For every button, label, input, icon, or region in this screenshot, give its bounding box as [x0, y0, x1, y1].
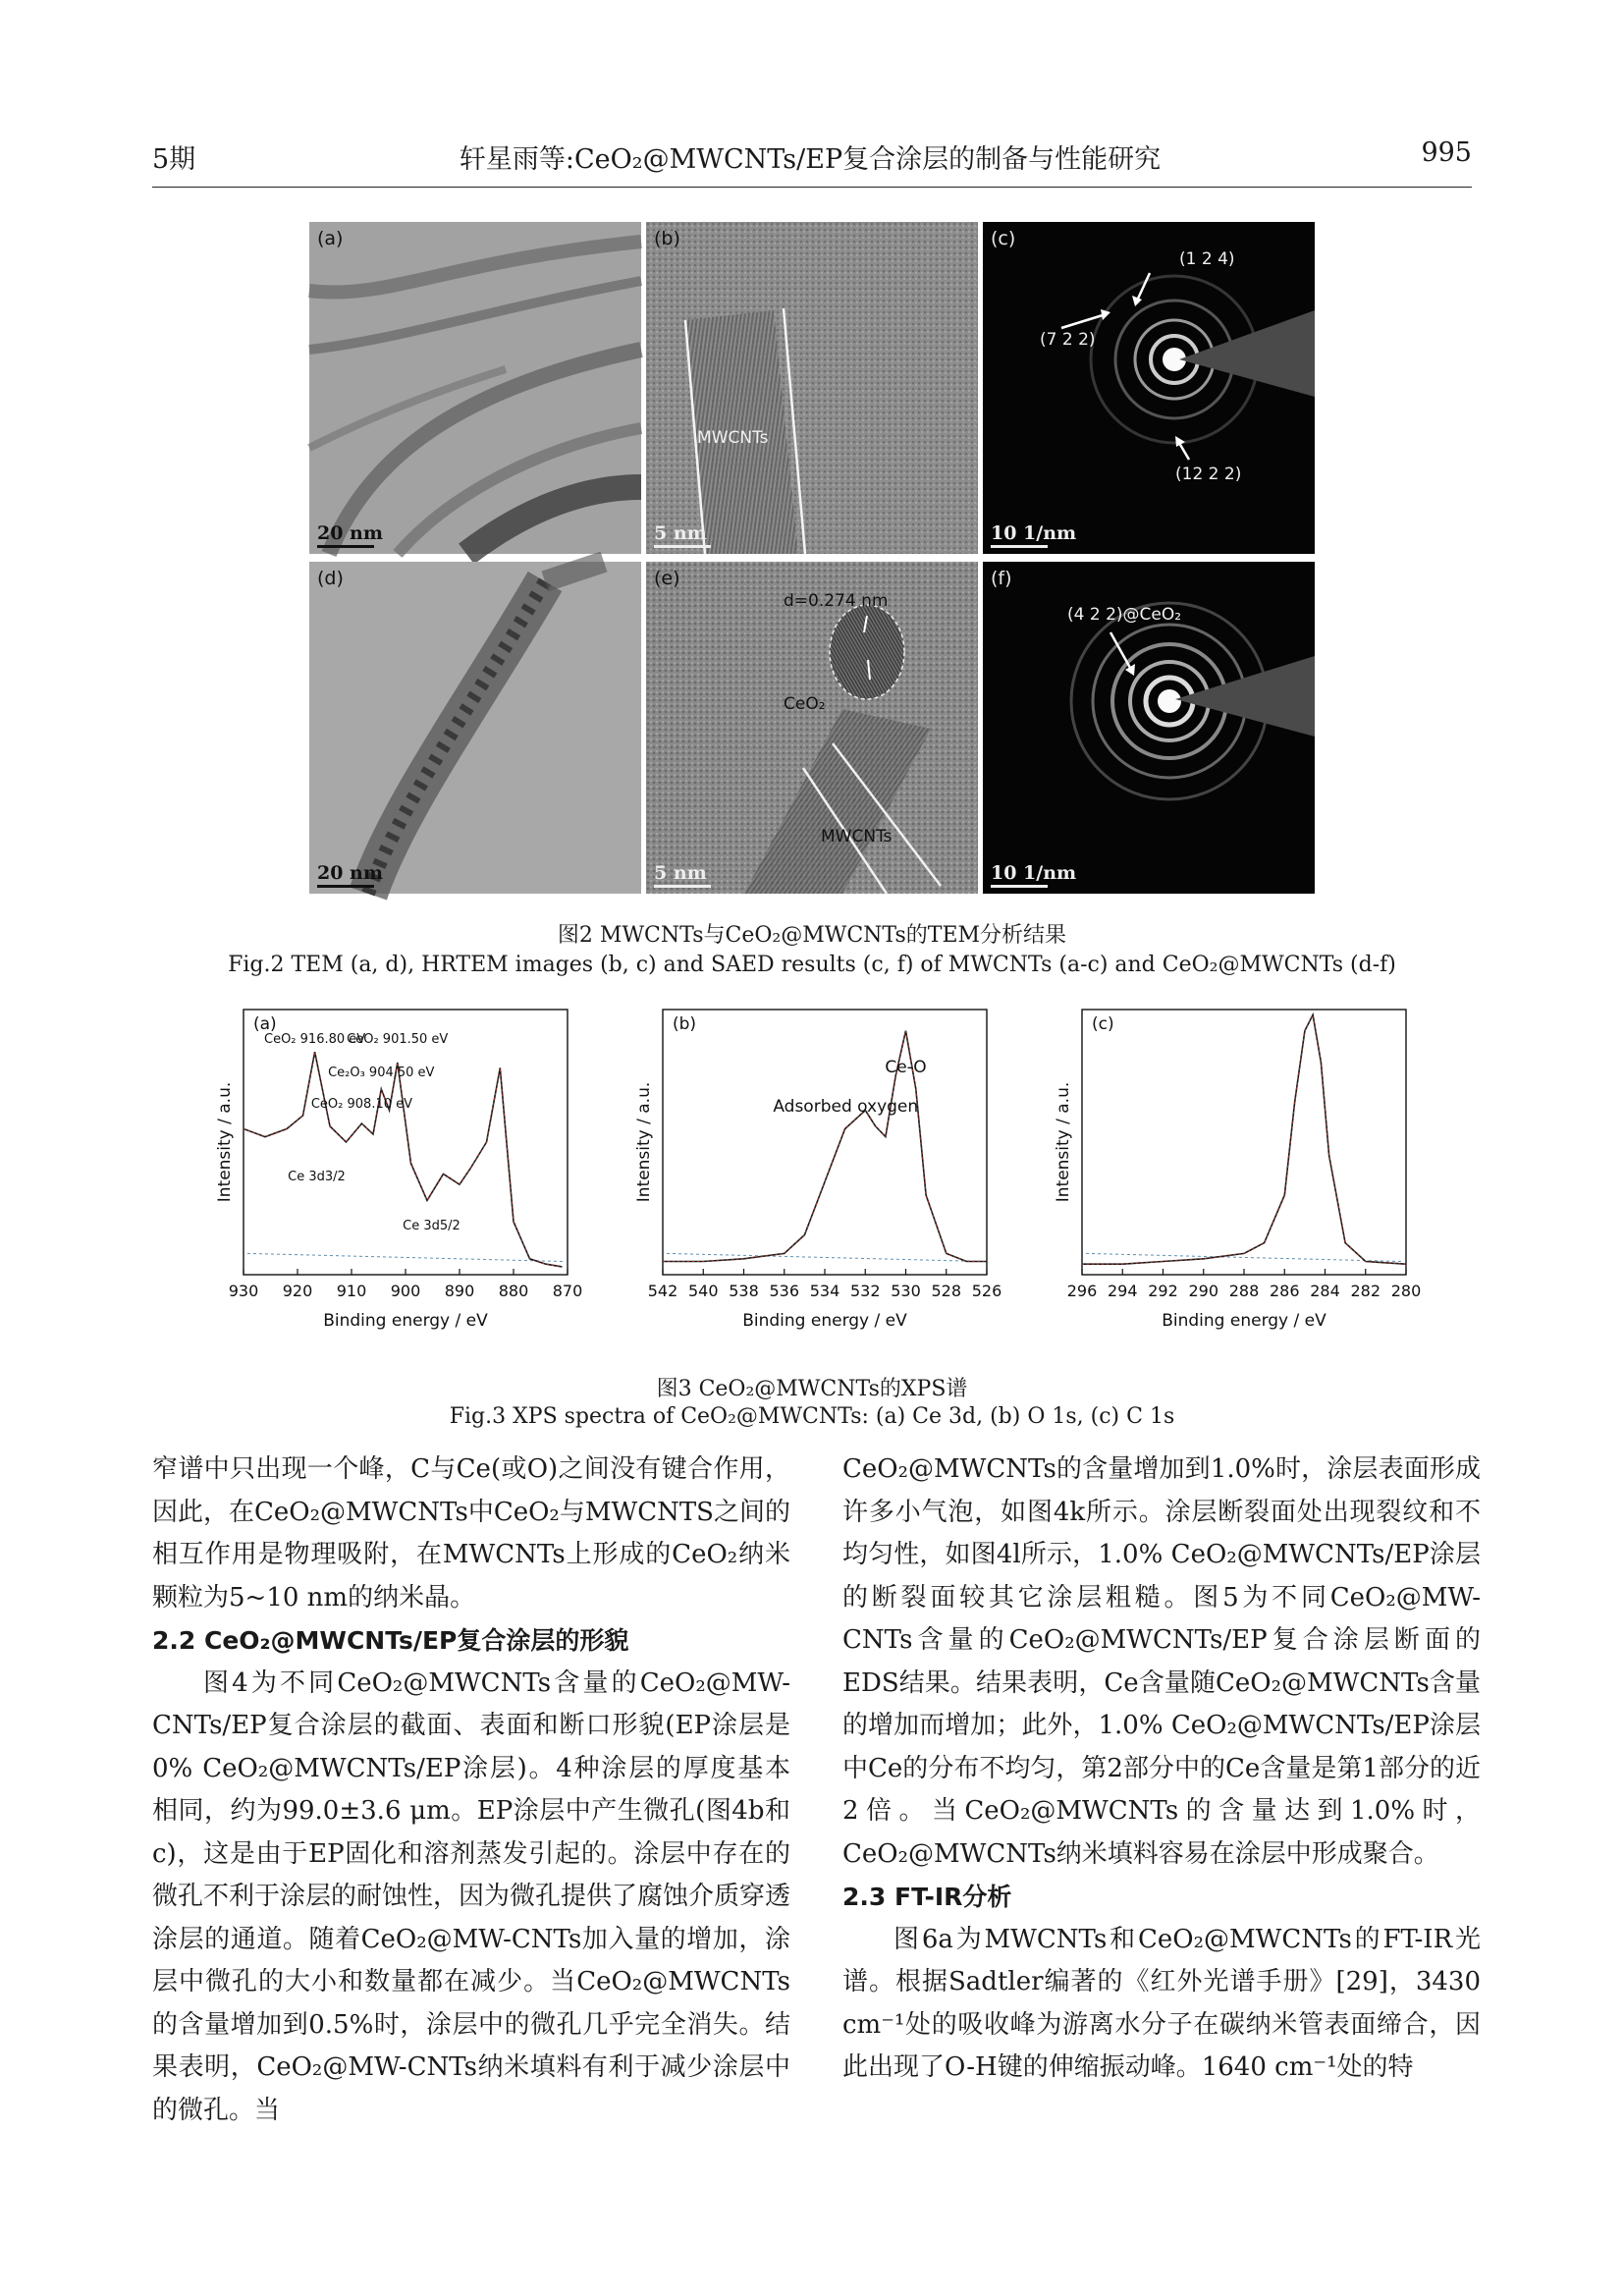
- fig2-panel-e: [646, 562, 978, 894]
- fig2-caption-cn: 图2 MWCNTs与CeO₂@MWCNTs的TEM分析结果: [557, 923, 1067, 948]
- series-line: [663, 1031, 987, 1262]
- plot-frame: [663, 1010, 987, 1275]
- body-column-left: [152, 1449, 790, 2132]
- fig2-scale-a: 20 nm: [317, 522, 383, 544]
- fig2-scale-f: 10 1/nm: [991, 862, 1077, 884]
- x-tick-label: 296: [1066, 1282, 1098, 1300]
- fig2-ring-422: (4 2 2)@CeO₂: [1067, 605, 1182, 625]
- y-axis-label: Intensity / a.u.: [1054, 1081, 1073, 1203]
- x-tick-label: 280: [1390, 1282, 1422, 1300]
- running-title: 轩星雨等:CeO₂@MWCNTs/EP复合涂层的制备与性能研究: [459, 144, 1162, 175]
- peak-annotation: Ce 3d3/2: [288, 1170, 346, 1184]
- fig2-image-grid: [309, 222, 1315, 894]
- x-tick-label: 292: [1148, 1282, 1178, 1300]
- fig2-label-c: (c): [991, 228, 1016, 249]
- fig2-panel-a: [309, 222, 641, 554]
- x-tick-label: 534: [809, 1282, 840, 1300]
- x-tick-label: 870: [552, 1282, 583, 1300]
- fig2-lattice-spacing: d=0.274 nm: [784, 591, 889, 611]
- issue-number: 5期: [152, 144, 196, 175]
- peak-annotation: CeO₂ 908.10 eV: [310, 1097, 413, 1112]
- fig2-annotation-mwcnts-b: MWCNTs: [697, 428, 769, 448]
- fig2-label-e: (e): [654, 568, 680, 589]
- body-column-right: [842, 1449, 1481, 2090]
- fig2-label-f: (f): [991, 568, 1012, 589]
- peak-annotation: Adsorbed oxygen: [773, 1097, 919, 1117]
- fig2-ring-1222: (12 2 2): [1175, 465, 1242, 484]
- x-tick-label: 890: [444, 1282, 475, 1300]
- peak-annotation: CeO₂ 916.80 eV: [264, 1032, 366, 1047]
- paragraph: 窄谱中只出现一个峰，C与Ce(或O)之间没有键合作用，因此，在CeO₂@MWCNTs中CeO₂与MWCNTS之间的相互作用是物理吸附，在MWCNTs上形成的CeO₂纳米颗粒为5~10 nm的纳米晶。: [152, 1454, 790, 1613]
- fig3-caption-en: Fig.3 XPS spectra of CeO₂@MWCNTs: (a) Ce 3d, (b) O 1s, (c) C 1s: [449, 1404, 1175, 1429]
- fig2-ring-124: (1 2 4): [1179, 249, 1235, 269]
- x-tick-label: 930: [228, 1282, 259, 1300]
- fig2-label-a: (a): [317, 228, 344, 249]
- fig2-scale-d: 20 nm: [317, 862, 383, 884]
- baseline-fit: [1086, 1253, 1402, 1261]
- x-tick-label: 286: [1269, 1282, 1300, 1300]
- fig2-annotation-mwcnts-e: MWCNTs: [821, 827, 893, 847]
- section-heading-2-2: 2.2 CeO₂@MWCNTs/EP复合涂层的形貌: [152, 1626, 629, 1655]
- peak-annotation: Ce 3d5/2: [403, 1219, 460, 1233]
- peak-annotation: Ce₂O₃ 904.50 eV: [328, 1066, 435, 1080]
- plot-frame: [1082, 1010, 1406, 1275]
- x-tick-label: 294: [1107, 1282, 1138, 1300]
- x-tick-label: 284: [1310, 1282, 1340, 1300]
- fig2-label-d: (d): [317, 568, 344, 589]
- peak-annotation: Ce-O: [885, 1058, 927, 1077]
- x-tick-label: 530: [891, 1282, 921, 1300]
- header-rule: [152, 187, 1472, 188]
- panel-label: (a): [253, 1014, 277, 1034]
- fig2-panel-f: [983, 562, 1315, 894]
- fitted-envelope: [1082, 1014, 1406, 1264]
- y-axis-label: Intensity / a.u.: [215, 1081, 235, 1203]
- fig3-chart-a: [196, 1002, 583, 1340]
- page-number: 995: [1421, 137, 1472, 168]
- x-tick-label: 290: [1188, 1282, 1219, 1300]
- fig2-scale-e: 5 nm: [654, 862, 707, 884]
- paragraph: CeO₂@MWCNTs的含量增加到1.0%时，涂层表面形成许多小气泡，如图4k所示。涂层断裂面处出现裂纹和不均匀性，如图4l所示，1.0% CeO₂@MWCNTs/EP涂层的断裂面较其它涂层粗糙。图5为不同CeO₂@MW-CNTs含量的CeO₂@MWCNTs/EP复合涂层断面的EDS结果。结果表明，Ce含量随CeO₂@MWCNTs含量的增加而增加；此外，1.0% CeO₂@MWCNTs/EP涂层中Ce的分布不均匀，第2部分中的Ce含量是第1部分的近2倍。当CeO₂@MWCNTs的含量达到1.0%时，CeO₂@MWCNTs纳米填料容易在涂层中形成聚合。: [842, 1454, 1481, 1869]
- y-axis-label: Intensity / a.u.: [634, 1081, 654, 1203]
- fig3-chart-c: [1035, 1002, 1422, 1340]
- x-tick-label: 910: [336, 1282, 367, 1300]
- x-tick-label: 536: [769, 1282, 800, 1300]
- fig2-scale-b: 5 nm: [654, 522, 707, 544]
- fig3-chart-b: [616, 1002, 1002, 1340]
- x-tick-label: 900: [390, 1282, 421, 1300]
- fig2-caption-en: Fig.2 TEM (a, d), HRTEM images (b, c) and SAED results (c, f) of MWCNTs (a-c) and CeO₂@MWCNTs (d-f): [228, 953, 1396, 977]
- fig2-ring-722: (7 2 2): [1040, 330, 1096, 350]
- fig3-caption-cn: 图3 CeO₂@MWCNTs的XPS谱: [656, 1377, 968, 1401]
- section-heading-2-3: 2.3 FT-IR分析: [842, 1883, 1012, 1911]
- x-tick-label: 282: [1350, 1282, 1381, 1300]
- series-line: [1082, 1014, 1406, 1264]
- panel-label: (b): [673, 1014, 697, 1034]
- x-tick-label: 528: [931, 1282, 962, 1300]
- fig2-label-b: (b): [654, 228, 680, 249]
- fig2-panel-b: [646, 222, 978, 554]
- x-tick-label: 532: [849, 1282, 881, 1300]
- x-tick-label: 540: [687, 1282, 719, 1300]
- x-tick-label: 920: [282, 1282, 313, 1300]
- x-axis-label: Binding energy / eV: [1162, 1311, 1326, 1331]
- fig2-ceo2-label: CeO₂: [784, 694, 826, 714]
- x-tick-label: 880: [498, 1282, 529, 1300]
- x-tick-label: 526: [971, 1282, 1002, 1300]
- paragraph: 图4为不同CeO₂@MWCNTs含量的CeO₂@MW-CNTs/EP复合涂层的截面、表面和断口形貌(EP涂层是0% CeO₂@MWCNTs/EP涂层)。4种涂层的厚度基本相同，约为99.0±3.6 μm。EP涂层中产生微孔(图4b和c)，这是由于EP固化和溶剂蒸发引起的。涂层中存在的微孔不利于涂层的耐蚀性，因为微孔提供了腐蚀介质穿透涂层的通道。随着CeO₂@MW-CNTs加入量的增加，涂层中微孔的大小和数量都在减少。当CeO₂@MWCNTs的含量增加到0.5%时，涂层中的微孔几乎完全消失。结果表明，CeO₂@MW-CNTs纳米填料有利于减少涂层中的微孔。当: [152, 1667, 791, 2125]
- fig2-scale-c: 10 1/nm: [991, 522, 1077, 544]
- fitted-envelope: [663, 1031, 987, 1262]
- fitted-envelope: [244, 1052, 563, 1267]
- series-line: [244, 1052, 563, 1267]
- fig2-panel-d: [309, 562, 641, 894]
- x-tick-label: 538: [729, 1282, 759, 1300]
- baseline-fit: [247, 1253, 564, 1261]
- x-tick-label: 542: [647, 1282, 678, 1300]
- x-axis-label: Binding energy / eV: [323, 1311, 488, 1331]
- panel-label: (c): [1092, 1014, 1114, 1034]
- x-axis-label: Binding energy / eV: [742, 1311, 907, 1331]
- x-tick-label: 288: [1228, 1282, 1260, 1300]
- peak-annotation: CeO₂ 901.50 eV: [347, 1032, 449, 1047]
- fig2-panel-c: [983, 222, 1315, 554]
- paragraph: 图6a为MWCNTs和CeO₂@MWCNTs的FT-IR光谱。根据Sadtler编著的《红外光谱手册》[29]，3430 cm⁻¹处的吸收峰为游离水分子在碳纳米管表面缔合，因此出现了O-H键的伸缩振动峰。1640 cm⁻¹处的特: [842, 1924, 1481, 2082]
